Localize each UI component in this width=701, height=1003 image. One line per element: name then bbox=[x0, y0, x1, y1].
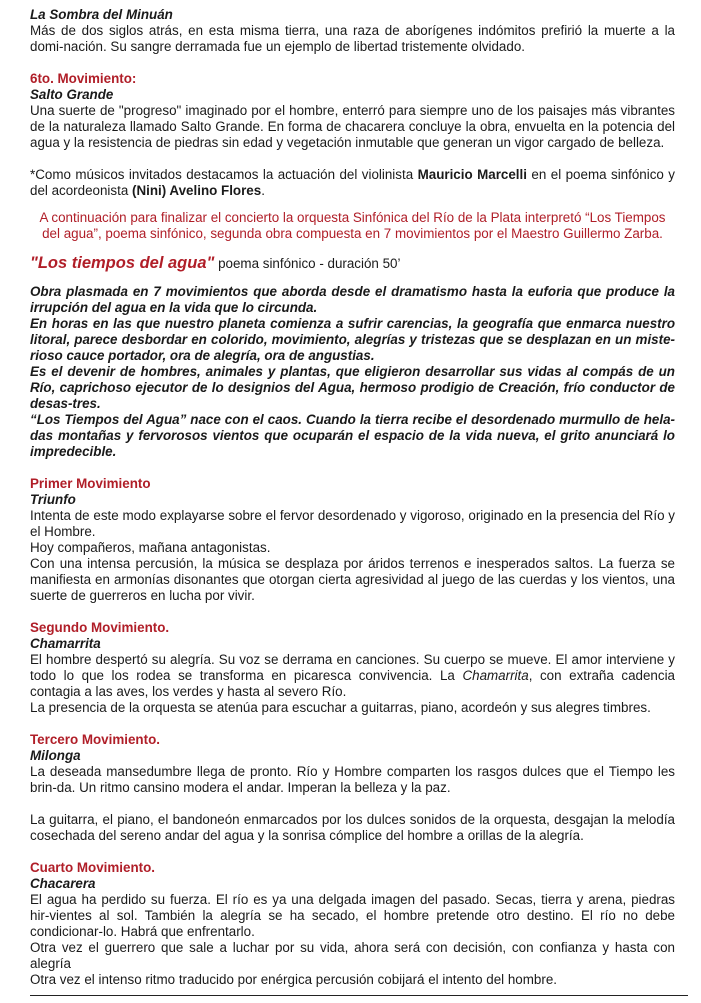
movement-text: Intenta de este modo explayarse sobre el fervor desordenado y vigoroso, originado en la presencia del Río y el Hombre. bbox=[30, 508, 675, 539]
work-subtitle: poema sinfónico - duración 50’ bbox=[214, 256, 401, 271]
movement-heading: Primer Movimiento bbox=[30, 476, 151, 491]
section-primer-movimiento bbox=[30, 476, 675, 604]
intro-paragraph: Es el devenir de hombres, animales y plantas, que eligieron desarrollar sus vidas al compás de un Río, caprichoso ejecutor de lo designios del Agua, hermoso prodigio de Creación, frío conductor de desas-tres. bbox=[30, 364, 675, 411]
work-title: "Los tiempos del agua" bbox=[30, 254, 215, 272]
movement-text: La presencia de la orquesta se atenúa para escuchar a guitarras, piano, acordeón y sus alegres timbres. bbox=[30, 700, 651, 715]
movement-text: La guitarra, el piano, el bandoneón enmarcados por los dulces sonidos de la orquesta, desgajan la melodía cosechada del sereno andar del agua y la sonrisa cómplice del hombre a orillas de la alegría. bbox=[30, 812, 675, 843]
movement-text: Otra vez el guerrero que sale a luchar por su vida, ahora será con decisión, con confianza y hasta con alegría bbox=[30, 940, 675, 971]
document-page bbox=[30, 7, 675, 988]
concert-announcement: A continuación para finalizar el concierto la orquesta Sinfónica del Río de la Plata interpretó “Los Tiempos del agua”, poema sinfónico, segunda obra compuesta en 7 movimientos por el Maestro Guillermo Zarba. bbox=[39, 210, 666, 241]
section-sombra-minuan bbox=[30, 7, 675, 55]
intro-paragraph: Obra plasmada en 7 movimientos que aborda desde el dramatismo hasta la euforia que produce la irrupción del agua en la vida que lo circunda. bbox=[30, 284, 675, 315]
movement-text: Hoy compañeros, mañana antagonistas. bbox=[30, 540, 271, 555]
movement-title: Triunfo bbox=[30, 492, 76, 507]
movement-heading: Tercero Movimiento. bbox=[30, 732, 160, 747]
section-sexto-movimiento bbox=[30, 71, 675, 151]
intro-paragraph: En horas en las que nuestro planeta comienza a sufrir carencias, la geografía que enmarca nuestro litoral, parece desbordar en colorido, movimiento, alegrías y tristezas que se desplazan en un miste-rioso cauce portador, ora de alegría, ora de angustias. bbox=[30, 316, 675, 363]
movement-text: El agua ha perdido su fuerza. El río es ya una delgada imagen del pasado. Secas, tierra y arena, piedras hir-vientes al sol. También la alegría se ha secado, el hombre pretende otro destino. El río no debe condicionar-lo. Habrá que enfrentarlo. bbox=[30, 892, 675, 939]
movement-title: Salto Grande bbox=[30, 87, 114, 102]
movement-heading: Cuarto Movimiento. bbox=[30, 860, 155, 875]
movement-text: Una suerte de "progreso" imaginado por el hombre, enterró para siempre uno de los paisajes más vibrantes de la naturaleza llamado Salto Grande. En forma de chacarera concluye la obra, envuelta en la potencia del agua y la resistencia de piedras sin edad y vegetación inmutable que generan un vigor cargado de belleza. bbox=[30, 103, 675, 150]
movement-title: Chacarera bbox=[30, 876, 96, 891]
chamarrita-emphasis: Chamarrita bbox=[462, 668, 529, 683]
section-tercero-movimiento bbox=[30, 732, 675, 844]
movement-text: El hombre despertó su alegría. Su voz se derrama en canciones. Su cuerpo se mueve. El amor interviene y todo lo que los rodea se transforma en picaresca convivencia. La Chamarrita, con extraña cadencia contagia a las aves, los verdes y hasta al severo Río. bbox=[30, 652, 675, 699]
section-text: Más de dos siglos atrás, en esta misma tierra, una raza de aborígenes indómitos prefirió la muerte a la domi-nación. Su sangre derramada fue un ejemplo de libertad tristemente olvidado. bbox=[30, 23, 675, 54]
section-cuarto-movimiento bbox=[30, 860, 675, 988]
movement-heading: 6to. Movimiento: bbox=[30, 71, 137, 86]
movement-text: Otra vez el intenso ritmo traducido por enérgica percusión cobijará el intento del hombre. bbox=[30, 972, 557, 987]
movement-title: Chamarrita bbox=[30, 636, 101, 651]
accordionist-name: (Nini) Avelino Flores bbox=[132, 183, 262, 198]
intro-paragraph: “Los Tiempos del Agua” nace con el caos. Cuando la tierra recibe el desordenado murmullo de hela-das montañas y fervorosos vientos que ocuparán el espacio de la vida nueva, el grito anunciará lo impredecible. bbox=[30, 412, 675, 459]
movement-title: Milonga bbox=[30, 748, 81, 763]
movement-text: La deseada mansedumbre llega de pronto. Río y Hombre comparten los rasgos dulces que el Tiempo les brin-da. Un ritmo cansino modera el andar. Imperan la belleza y la paz. bbox=[30, 764, 675, 795]
work-introduction bbox=[30, 284, 675, 460]
section-title: La Sombra del Minuán bbox=[30, 7, 173, 22]
work-title-line bbox=[30, 254, 675, 273]
bottom-rule bbox=[30, 995, 688, 996]
guest-musicians-note: *Como músicos invitados destacamos la actuación del violinista Mauricio Marcelli en el poema sinfónico y del acordeonista (Nini) Avelino Flores. bbox=[30, 167, 675, 198]
movement-heading: Segundo Movimiento. bbox=[30, 620, 170, 635]
section-segundo-movimiento bbox=[30, 620, 675, 716]
movement-text: Con una intensa percusión, la música se desplaza por áridos terrenos e inesperados saltos. La fuerza se manifiesta en armonías disonantes que otorgan cierta agresividad al juego de las cuerdas y los vientos, una suerte de guerreros en lucha por vivir. bbox=[30, 556, 675, 603]
violinist-name: Mauricio Marcelli bbox=[417, 167, 527, 182]
